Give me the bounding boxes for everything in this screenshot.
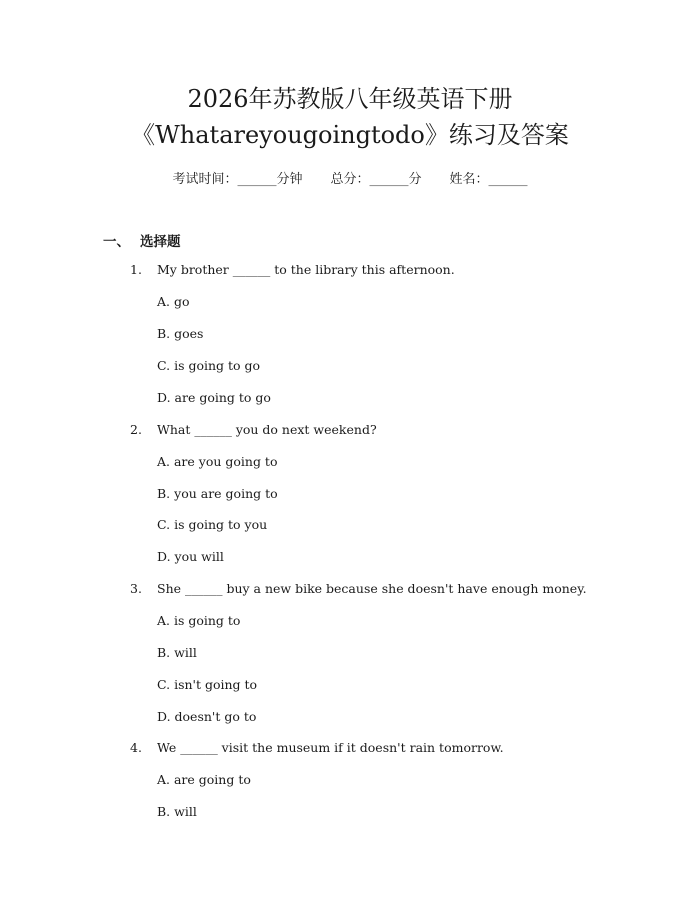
question-3-option-a: A. is going to	[157, 613, 241, 628]
exam-name-field: 姓名：______	[449, 172, 528, 187]
question-2-option-c: C. is going to you	[157, 517, 268, 532]
question-1-option-b: B. goes	[157, 326, 204, 341]
exam-score-field: 总分：______分	[330, 172, 422, 187]
question-stem: What ______ you do next weekend?	[157, 422, 377, 437]
question-stem: She ______ buy a new bike because she doesn't have enough money.	[157, 581, 587, 596]
question-1-option-a: A. go	[157, 294, 190, 309]
question-number: 1.	[130, 262, 142, 277]
question-stem: My brother ______ to the library this afternoon.	[157, 262, 455, 277]
question-number: 4.	[130, 740, 142, 755]
question-1-option-c: C. is going to go	[157, 358, 261, 373]
question-number: 2.	[130, 422, 142, 437]
section-title: 选择题	[140, 234, 181, 250]
document-title-line-2: 《Whatareyougoingtodo》练习及答案	[131, 121, 569, 149]
question-2	[130, 422, 377, 437]
section-number: 一、	[103, 234, 130, 250]
document-title-line-1: 2026年苏教版八年级英语下册	[187, 85, 513, 113]
question-4-option-b: B. will	[157, 804, 197, 819]
exam-time-field: 考试时间：______分钟	[172, 172, 303, 187]
question-3-option-b: B. will	[157, 645, 197, 660]
question-2-option-b: B. you are going to	[157, 486, 278, 501]
question-2-option-a: A. are you going to	[157, 454, 278, 469]
question-4-option-a: A. are going to	[157, 772, 251, 787]
question-4	[130, 740, 504, 755]
question-stem: We ______ visit the museum if it doesn't rain tomorrow.	[157, 740, 504, 755]
question-3-option-c: C. isn't going to	[157, 677, 258, 692]
question-3	[130, 581, 587, 596]
question-2-option-d: D. you will	[157, 549, 224, 564]
question-number: 3.	[130, 581, 142, 596]
question-1-option-d: D. are going to go	[157, 390, 271, 405]
question-1	[130, 262, 455, 277]
question-3-option-d: D. doesn't go to	[157, 709, 257, 724]
section-heading	[103, 230, 181, 250]
exam-info	[0, 168, 700, 187]
